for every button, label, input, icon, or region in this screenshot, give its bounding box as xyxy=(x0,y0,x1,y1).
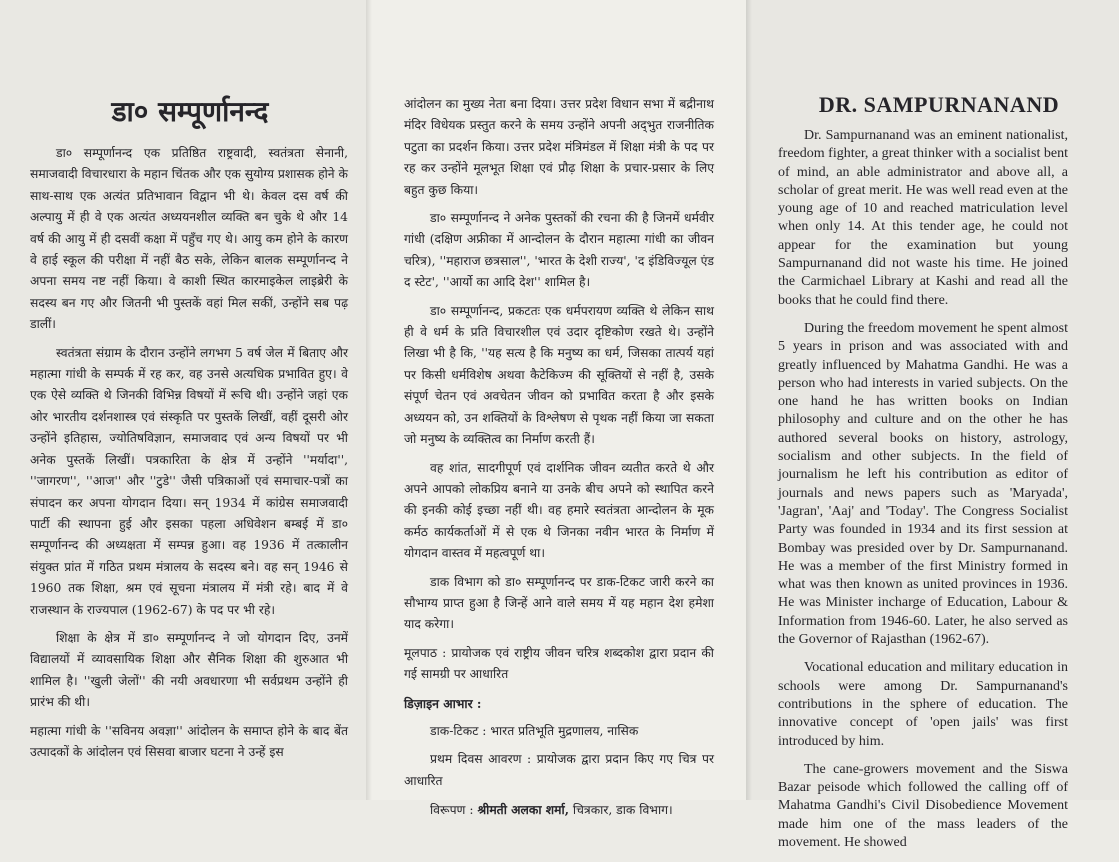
credit-cancellation xyxy=(404,799,714,821)
fold-line xyxy=(746,0,752,800)
english-column xyxy=(778,127,1068,862)
english-paragraph: During the freedom movement he spent almost 5 years in prison and was associated with and greatly influenced by Mahatma Gandhi. He was a person who had interests in varied subjects. On the one hand he has written books on Indian philosophy and culture and on the other he has authored several books on history, astrology, socialism and other subjects. In the field of journalism he left his contribution as editor of journals and news papers such as 'Maryada', 'Jagran', 'Aaj' and 'Today'. The Congress Socialist Party was founded in 1934 and its first session at Bombay was presided over by Dr. Sampurnanand. He was a member of the first Ministry formed in what was then known as united provinces in 1936. He was Minister incharge of Education, Labour & Information from 1946-60. Later, he also served as the Governor of Rajasthan (1962-67). xyxy=(778,320,1068,648)
hindi-title: डा० सम्पूर्णानन्द xyxy=(111,95,269,128)
english-paragraph: The cane-growers movement and the Siswa Bazar peisode which followed the calling off of Mahatma Gandhi's Civil Disobedience Movement made him one of the mass leaders of the movement. He showed xyxy=(778,761,1068,850)
hindi-paragraph: डा० सम्पूर्णानन्द एक प्रतिष्ठित राष्ट्रवादी, स्वतंत्रता सेनानी, समाजवादी विचारधारा के महान चिंतक और एक सुयोग्य प्रशासक होने के साथ-साथ एक अत्यंत प्रतिभावान विद्वान भी थे। केवल दस वर्ष की अल्पायु में ही वे एक अत्यंत अध्ययनशील व्यक्ति बन चुके थे और 14 वर्ष की आयु में ही दसवीं कक्षा में पहुँच गए थे। आयु कम होने के कारण वे हाई स्कूल की परीक्षा में नहीं बैठ सके, लेकिन बालक सम्पूर्णानन्द ने अपना समय नष्ट नहीं किया। वे काशी स्थित कारमाइकेल लाइब्रेरी के सदस्य बन गए और जितनी भी पुस्तकें वहां मिल सकीं, उन्होंने सब पढ़ डालीं। xyxy=(30,146,348,332)
credit-stamp: डाक-टिकट : भारत प्रतिभूति मुद्रणालय, नासिक xyxy=(430,723,639,738)
credit-cancel-label: विरूपण : xyxy=(430,803,474,818)
credit-first-day-cover: प्रथम दिवस आवरण : प्रायोजक द्वारा प्रदान किए गए चित्र पर आधारित xyxy=(404,752,714,788)
credit-cancel-rest: चित्रकार, डाक विभाग। xyxy=(572,803,673,818)
hindi-paragraph: डाक विभाग को डा० सम्पूर्णानन्द पर डाक-टिकट जारी करने का सौभाग्य प्राप्त हुआ है जिन्हें आने वाले समय में यह महान देश हमेशा याद करेगा। xyxy=(404,574,714,632)
hindi-paragraph: स्वतंत्रता संग्राम के दौरान उन्होंने लगभग 5 वर्ष जेल में बिताए और महात्मा गांधी के सम्पर्क में रह कर, वह उनसे अत्यधिक प्रभावित हुए। वे एक ऐसे व्यक्ति थे जिनकी विभिन्न विषयों में रूचि थी। उन्होंने जहां एक ओर भारतीय दर्शनशास्त्र एवं संस्कृति पर पुस्तकें लिखीं, वहीं दूसरी ओर उन्होंने इतिहास, ज्योतिषविज्ञान, समाजवाद एवं अन्य विषयों पर भी अनेक पुस्तकें लिखीं। पत्रकारिता के क्षेत्र में उन्होंने ''मर्यादा'', ''जागरण'', ''आज'' और ''टुडे'' जैसी पत्रिकाओं एवं समाचार-पत्रों का संपादन कर अपना योगदान दिया। सन् 1934 में कांग्रेस समाजवादी पार्टी की स्थापना हुई और इसका पहला अधिवेशन बम्बई में डा० सम्पूर्णानन्द की अध्यक्षता में सम्पन्न हुआ। वह 1936 में तत्कालीन संयुक्त प्रांत में गठित प्रथम मंत्रालय के सदस्य बने। वह सन् 1946 से 1960 तक शिक्षा, श्रम एवं सूचना मंत्रालय में मंत्री रहे। बाद में वे राजस्थान के राज्यपाल (1962-67) के पद पर भी रहे। xyxy=(30,345,348,617)
hindi-paragraph: महात्मा गांधी के ''सविनय अवज्ञा'' आंदोलन के समाप्त होने के बाद बेंत उत्पादकों के आंदोलन एवं सिसवा बाजार घटना ने उन्हें इस xyxy=(30,723,348,759)
credit-cancel-artist: श्रीमती अलका शर्मा, xyxy=(477,802,569,818)
hindi-paragraph: शिक्षा के क्षेत्र में डा० सम्पूर्णानन्द ने जो योगदान दिए, उनमें विद्यालयों में व्यावसायिक शिक्षा और सैनिक शिक्षा की शुरुआत भी शामिल है। ''खुली जेलों'' की नयी अवधारणा भी सर्वप्रथम उन्होंने ही प्रारंभ की थी। xyxy=(30,630,348,710)
hindi-paragraph: डा० सम्पूर्णानन्द, प्रकटतः एक धर्मपरायण व्यक्ति थे लेकिन साथ ही वे धर्म के प्रति विचारशील एवं उदार दृष्टिकोण रखते थे। उन्होंने लिखा भी है कि, ''यह सत्य है कि मनुष्य का धर्म, जिसका तात्पर्य यहां पर किसी धर्मविशेष अथवा कैटेकिज्म की सूक्तियों से नहीं है, उसके संपूर्ण चेतन एवं अवचेतन जीवन को प्रभावित करता है और इसके अध्ययन को, उन शक्तियों के विश्लेषण से पृथक नहीं किया जा सकता जो मनुष्य के व्यक्तित्व का निर्माण करती हैं। xyxy=(404,303,714,447)
english-title: DR. SAMPURNANAND xyxy=(818,92,1060,117)
fold-line xyxy=(366,0,372,800)
hindi-paragraph: आंदोलन का मुख्य नेता बना दिया। उत्तर प्रदेश विधान सभा में बद्रीनाथ मंदिर विधेयक प्रस्तुत करने के समय उन्होंने अपनी अद्‌भुत राजनीतिक पटुता का प्रदर्शन किया। उत्तर प्रदेश मंत्रिमंडल में शिक्षा मंत्री के पद पर रह कर उन्होंने मूलभूत शिक्षा एवं प्रौढ़ शिक्षा के प्रचार-प्रसार के लिए बहुत कुछ किया। xyxy=(404,97,714,197)
english-paragraph: Vocational education and military education in schools were among Dr. Sampurnanand's contributions in the sphere of education. The innovative concept of 'open jails' was first introduced by him. xyxy=(778,660,1068,749)
source-note: मूलपाठ : प्रायोजक एवं राष्ट्रीय जीवन चरित्र शब्दकोश द्वारा प्रदान की गई सामग्री पर आधारित xyxy=(404,645,714,682)
design-credits-title: डिज़ाइन आभार : xyxy=(404,695,482,711)
hindi-left-column xyxy=(30,143,348,770)
hindi-paragraph: वह शांत, सादगीपूर्ण एवं दार्शनिक जीवन व्यतीत करते थे और अपने आपको लोकप्रिय बनाने या उनके बीच अपने को स्थापित करने की इनकी कोई इच्छा नहीं थी। वह हमारे स्वतंत्रता आन्दोलन के मूक कर्मठ कार्यकर्ताओं में से एक थे जिनका नवीन भारत के निर्माण में योगदान वास्तव में महत्वपूर्ण था। xyxy=(404,460,714,561)
hindi-middle-column xyxy=(404,94,714,829)
english-paragraph: Dr. Sampurnanand was an eminent nationalist, freedom fighter, a great thinker with a socialist bent of mind, an able administrator and above all, a scholar of great merit. He was well read even at the young age of 10 and reached matriculation level when only 14. At this tender age, he could not appear for the examination but young Sampurnanand did not waste his time. He joined the Carmichael Library at Kashi and read all the books that he could find there. xyxy=(778,128,1068,308)
hindi-paragraph: डा० सम्पूर्णानन्द ने अनेक पुस्तकों की रचना की है जिनमें धर्मवीर गांधी (दक्षिण अफ्रीका में आन्दोलन के दौरान महात्मा गांधी का जीवन चरित्र), ''महाराज छत्रसाल'', 'भारत के देशी राज्य', 'द इंडिविज्यूल एंड द स्टेट', ''आर्यो का आदि देश'' शामिल है। xyxy=(404,211,714,290)
